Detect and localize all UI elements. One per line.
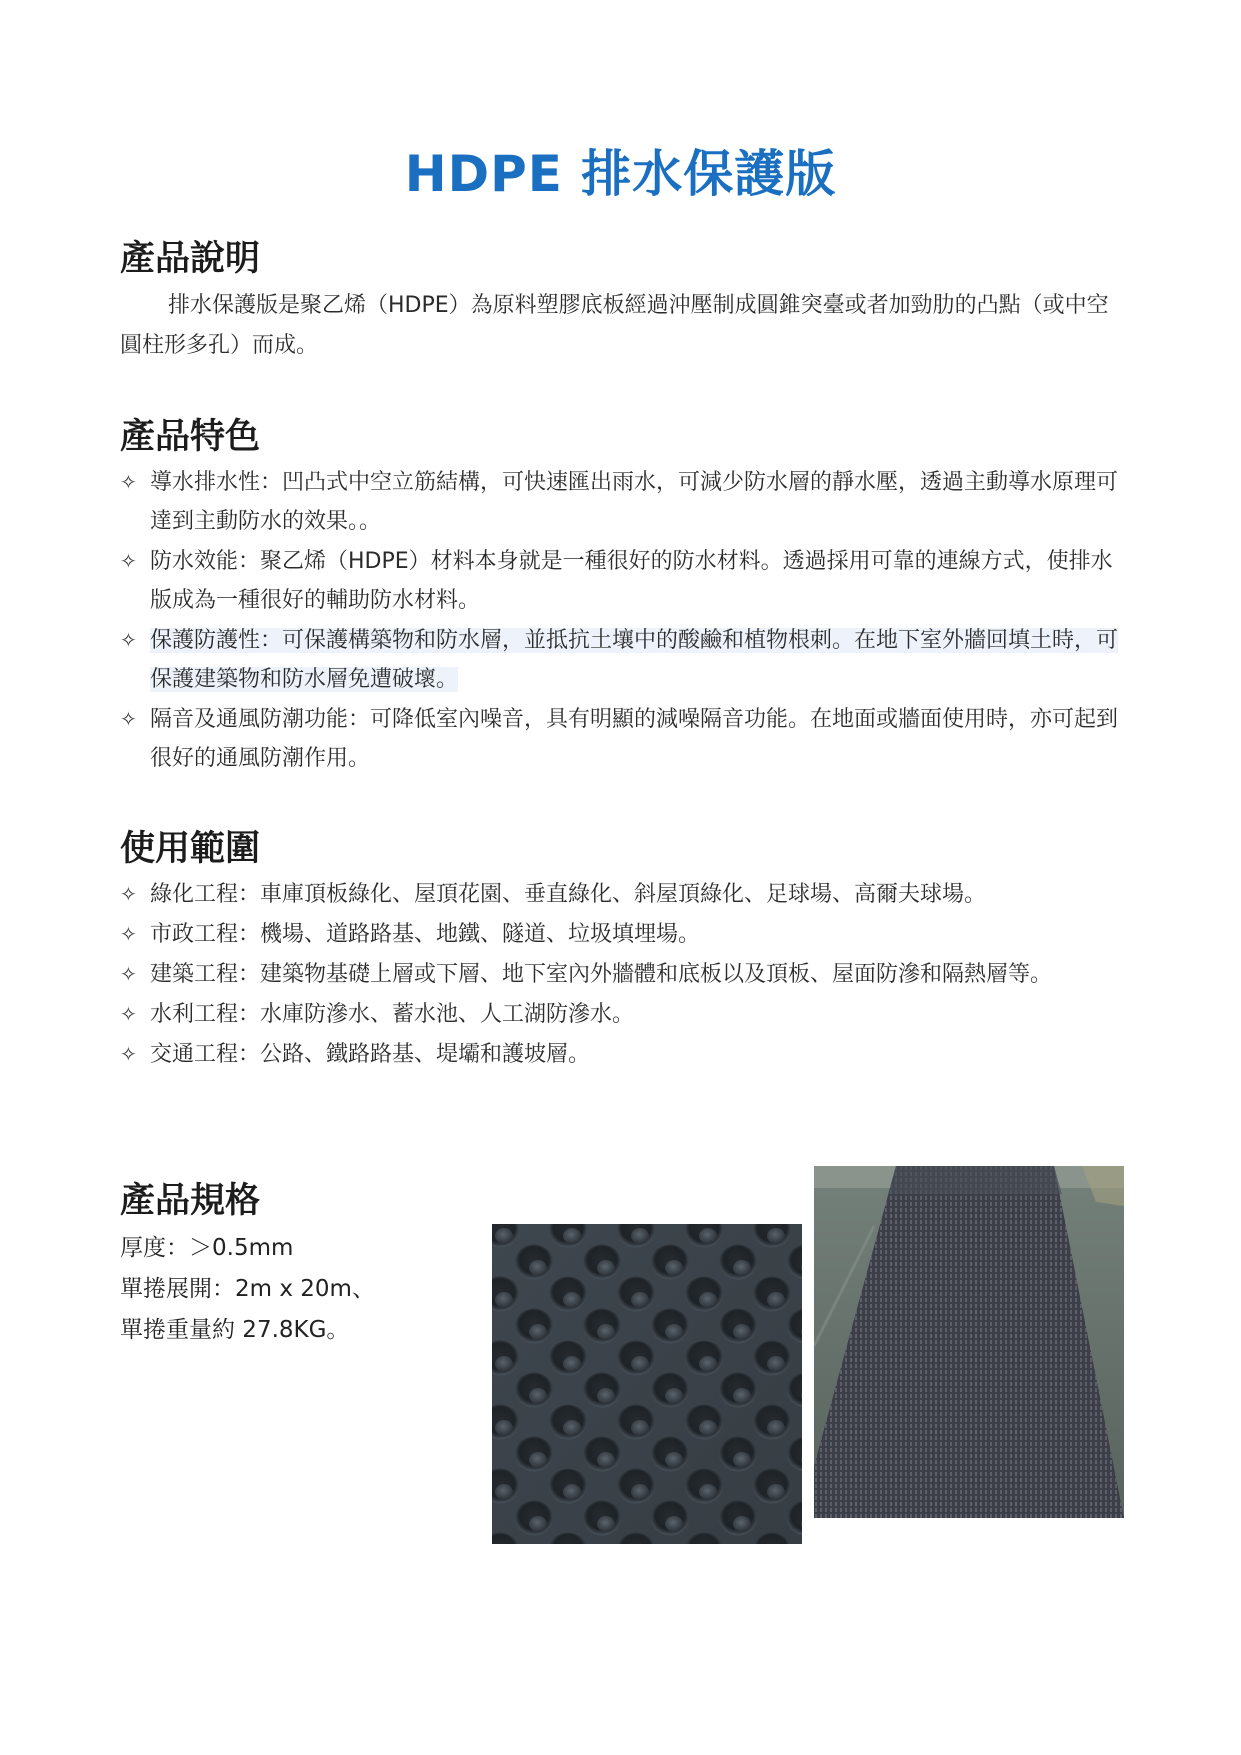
sparkle-bullet-icon: ✧ [120, 962, 137, 986]
dimple-cap [495, 1356, 513, 1372]
feature-item [120, 621, 1120, 699]
usage-item: ✧ 市政工程：機場、道路路基、地鐵、隧道、垃圾填埋場。 [120, 915, 1120, 954]
dimple-cap [563, 1228, 581, 1244]
usage-item: ✧ 交通工程：公路、鐵路路基、堤壩和護坡層。 [120, 1035, 1120, 1074]
dimple-cap [767, 1356, 785, 1372]
specs-heading: 產品規格 [120, 1181, 261, 1221]
dimple-cap [597, 1452, 615, 1468]
sparkle-bullet-icon: ✧ [120, 1042, 137, 1066]
dimple-cap [563, 1484, 581, 1500]
dimple-cap [631, 1420, 649, 1436]
dimple-cap [767, 1228, 785, 1244]
sparkle-bullet-icon: ✧ [120, 549, 137, 573]
dimple-cap [699, 1484, 717, 1500]
sparkle-bullet-icon: ✧ [120, 882, 137, 906]
dimple-cap [733, 1452, 751, 1468]
usage-item: ✧ 綠化工程：車庫頂板綠化、屋頂花園、垂直綠化、斜屋頂綠化、足球場、高爾夫球場。 [120, 875, 1120, 914]
dimple-cap [495, 1484, 513, 1500]
dimple-cap [665, 1516, 683, 1532]
rolled-sheet-photo [814, 1166, 1124, 1518]
dimple-cap [597, 1516, 615, 1532]
dimple-sheet-image [492, 1224, 802, 1544]
feature-item: ✧ 隔音及通風防潮功能：可降低室內噪音，具有明顯的減噪隔音功能。在地面或牆面使用時，亦可起到很好的通風防潮作用。 [120, 700, 1120, 778]
usage-list [120, 875, 1120, 1075]
spec-roll-weight: 單捲重量約 27.8KG。 [120, 1317, 350, 1343]
dimple-cap [665, 1452, 683, 1468]
dimple-cap [767, 1420, 785, 1436]
dimple-cap [597, 1388, 615, 1404]
dimple-cap [563, 1356, 581, 1372]
dimple-cap [529, 1516, 547, 1532]
feature-item: ✧ 防水效能：聚乙烯（HDPE）材料本身就是一種很好的防水材料。透過採用可靠的連線方式，使排水版成為一種很好的輔助防水材料。 [120, 542, 1120, 620]
sparkle-bullet-icon: ✧ [120, 707, 137, 731]
page-title: HDPE 排水保護版 [404, 145, 837, 203]
features-heading: 產品特色 [120, 417, 261, 457]
sparkle-bullet-icon: ✧ [120, 470, 137, 494]
usage-item: ✧ 建築工程：建築物基礎上層或下層、地下室內外牆體和底板以及頂板、屋面防滲和隔熱層等。 [120, 955, 1120, 994]
sparkle-bullet-icon: ✧ [120, 1002, 137, 1026]
dimple-cap [665, 1324, 683, 1340]
sparkle-bullet-icon: ✧ [120, 628, 137, 652]
highlighted-text: 保護防護性：可保護構築物和防水層，並抵抗土壤中的酸鹼和植物根刺。在地下室外牆回填土時，可保護建築物和防水層免遭破壞。 [150, 628, 1119, 692]
feature-item: ✧ 導水排水性：凹凸式中空立筋結構，可快速匯出雨水，可減少防水層的靜水壓，透過主動導水原理可達到主動防水的效果。。 [120, 463, 1120, 541]
dimple-cap [733, 1324, 751, 1340]
dimple-cap [733, 1388, 751, 1404]
dimple-cap [767, 1484, 785, 1500]
usage-heading: 使用範圍 [120, 829, 261, 869]
dimple-cap [699, 1420, 717, 1436]
dimple-cap [529, 1388, 547, 1404]
dimple-cap [767, 1292, 785, 1308]
dimple-cap [529, 1324, 547, 1340]
dimple-sheet-photo [492, 1224, 802, 1544]
dimple-cap [631, 1484, 649, 1500]
dimple-cap [563, 1292, 581, 1308]
dimple-cap [495, 1292, 513, 1308]
sparkle-bullet-icon: ✧ [120, 922, 137, 946]
description-text [120, 286, 1120, 366]
spec-thickness: 厚度：＞0.5mm [120, 1235, 294, 1261]
dimple-cap [665, 1260, 683, 1276]
description-body: 排水保護版是聚乙烯（HDPE）為原料塑膠底板經過沖壓制成圓錐突臺或者加勁肋的凸點（或中空圓柱形多孔）而成。 [120, 293, 1109, 358]
dimple-cap [733, 1516, 751, 1532]
dimple-cap [631, 1228, 649, 1244]
dimple-cap [597, 1324, 615, 1340]
dimple-cap [529, 1452, 547, 1468]
dimple-cap [563, 1420, 581, 1436]
dimple-cap [631, 1292, 649, 1308]
dimple-cap [665, 1388, 683, 1404]
description-heading: 產品說明 [120, 239, 261, 279]
rolled-sheet-image [814, 1166, 1124, 1518]
dimple-cap [733, 1260, 751, 1276]
dimple-cap [631, 1356, 649, 1372]
dimple-cap [699, 1228, 717, 1244]
features-list [120, 463, 1120, 779]
dimple-cap [597, 1260, 615, 1276]
usage-item: ✧ 水利工程：水庫防滲水、蓄水池、人工湖防滲水。 [120, 995, 1120, 1034]
spec-roll-size: 單捲展開：2m x 20m、 [120, 1276, 375, 1302]
dimple-cap [529, 1260, 547, 1276]
dimple-cap [699, 1292, 717, 1308]
dimple-cap [699, 1356, 717, 1372]
dimple-cap [495, 1228, 513, 1244]
dimple-cap [495, 1420, 513, 1436]
